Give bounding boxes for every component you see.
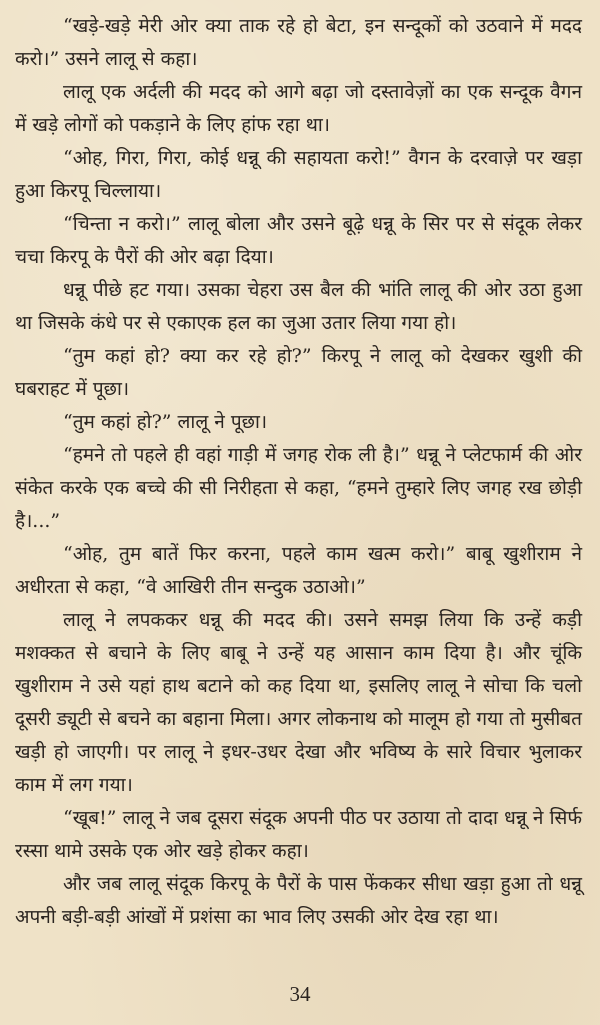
paragraph: “चिन्ता न करो।” लालू बोला और उसने बूढ़े धन्नू के सिर पर से संदूक लेकर चचा किरपू के पैरों की ओर बढ़ा दिया। [15, 213, 582, 268]
paragraph: “खड़े-खड़े मेरी ओर क्या ताक रहे हो बेटा, इन सन्दूकों को उठवाने में मदद करो।” उसने लालू से कहा। [15, 15, 582, 70]
page-number: 34 [289, 982, 311, 1006]
paragraph: “खूब!” लालू ने जब दूसरा संदूक अपनी पीठ पर उठाया तो दादा धन्नू ने सिर्फ रस्सा थामे उसके एक ओर खड़े होकर कहा। [15, 807, 582, 862]
page-body-text [15, 10, 582, 934]
paragraph: “तुम कहां हो? क्या कर रहे हो?” किरपू ने लालू को देखकर खुशी की घबराहट में पूछा। [15, 345, 582, 400]
paragraph: “ओह, गिरा, गिरा, कोई धन्नू की सहायता करो!” वैगन के दरवाज़े पर खड़ा हुआ किरपू चिल्लाया। [15, 147, 582, 202]
paragraph: लालू ने लपककर धन्नू की मदद की। उसने समझ लिया कि उन्हें कड़ी मशक्कत से बचाने के लिए बाबू ने उन्हें यह आसान काम दिया है। और चूंकि खुशीराम ने उसे यहां हाथ बटाने को कह दिया था, इसलिए लालू ने सोचा कि चलो दूसरी ड्यूटी से बचने का बहाना मिला। अगर लोकनाथ को मालूम हो गया तो मुसीबत खड़ी हो जाएगी। पर लालू ने इधर-उधर देखा और भविष्य के सारे विचार भुलाकर काम में लग गया। [15, 609, 582, 796]
paragraph: “तुम कहां हो?” लालू ने पूछा। [63, 411, 268, 433]
paragraph: “ओह, तुम बातें फिर करना, पहले काम खत्म करो।” बाबू खुशीराम ने अधीरता से कहा, “वे आखिरी तीन सन्दुक उठाओ।” [15, 543, 582, 598]
paragraph: लालू एक अर्दली की मदद को आगे बढ़ा जो दस्तावेज़ों का एक सन्दूक वैगन में खड़े लोगों को पकड़ाने के लिए हांफ रहा था। [15, 81, 582, 136]
paragraph: धन्नू पीछे हट गया। उसका चेहरा उस बैल की भांति लालू की ओर उठा हुआ था जिसके कंधे पर से एकाएक हल का जुआ उतार लिया गया हो। [15, 279, 582, 334]
paragraph: और जब लालू संदूक किरपू के पैरों के पास फेंककर सीधा खड़ा हुआ तो धन्नू अपनी बड़ी-बड़ी आंखों में प्रशंसा का भाव लिए उसकी ओर देख रहा था। [15, 873, 582, 928]
paragraph: “हमने तो पहले ही वहां गाड़ी में जगह रोक ली है।” धन्नू ने प्लेटफार्म की ओर संकेत करके एक बच्चे की सी निरीहता से कहा, “हमने तुम्हारे लिए जगह रख छोड़ी है।...” [15, 444, 582, 532]
